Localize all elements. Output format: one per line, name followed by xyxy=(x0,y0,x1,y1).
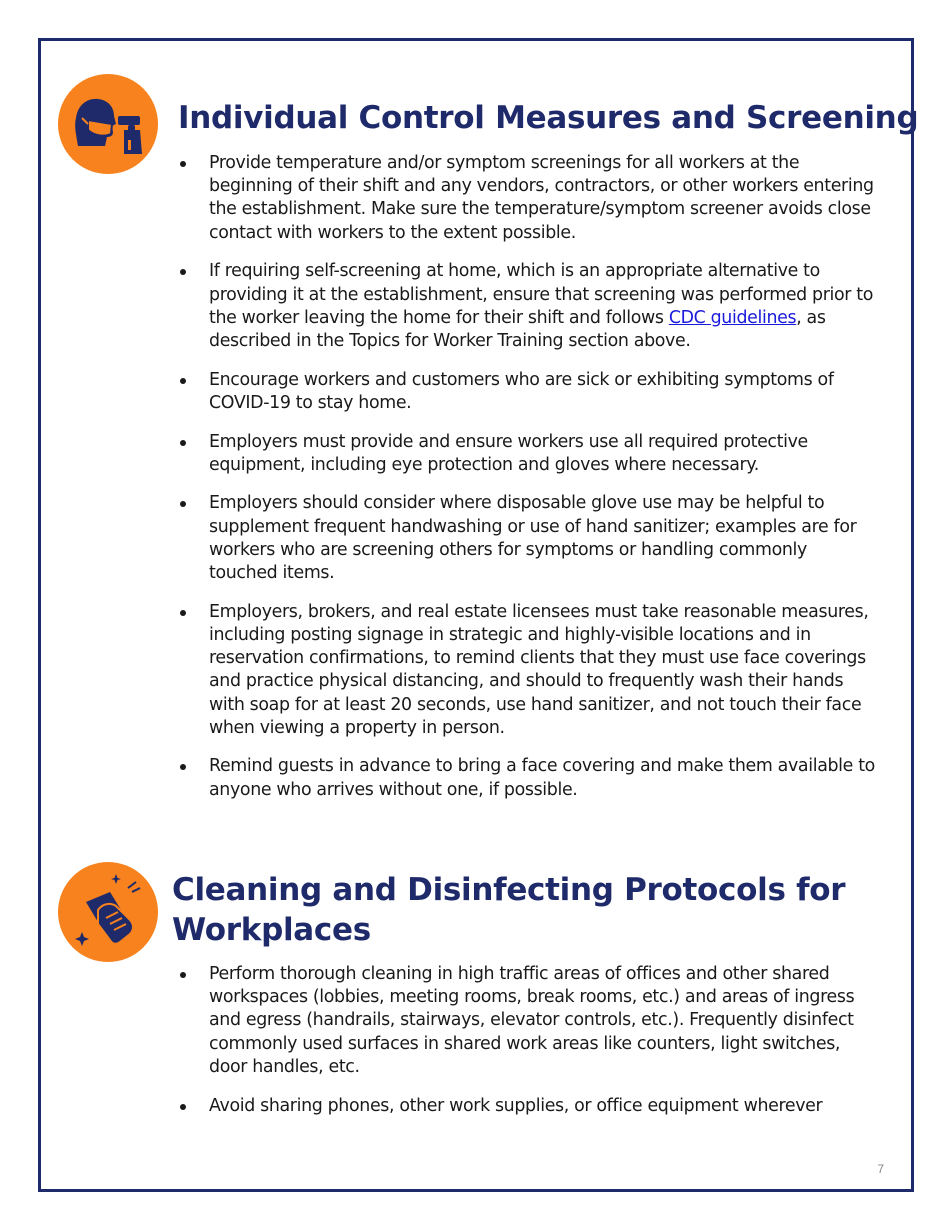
list-item: Employers, brokers, and real estate licensees must take reasonable measures, including posting signage in strategic and highly-visible locations and in reservation confirmations, to remind clients that they must use face coverings and practice physical distancing, and should to frequently wash their hands with soap for at least 20 seconds, use hand sanitizer, and not touch their face when viewing a property in person. xyxy=(178,601,878,740)
cleaning-hand-icon xyxy=(58,862,158,962)
section-title xyxy=(172,870,845,950)
list-item: Provide temperature and/or symptom screenings for all workers at the beginning of their shift and any vendors, contractors, or other workers entering the establishment. Make sure the temperature/symptom screener avoids close contact with workers to the extent possible. xyxy=(178,152,878,245)
list-item xyxy=(178,260,878,353)
list-item: Employers must provide and ensure workers use all required protective equipment, including eye protection and gloves where necessary. xyxy=(178,431,878,477)
section-title: Individual Control Measures and Screening xyxy=(178,100,919,136)
list-item-text: , as described in the Topics for Worker Training section above. xyxy=(209,307,826,351)
list-item: Employers should consider where disposable glove use may be helpful to supplement frequent handwashing or use of hand sanitizer; examples are for workers who are screening others for symptoms or handling commonly touched items. xyxy=(178,492,878,585)
list-item-text: If requiring self-screening at home, which is an appropriate alternative to providing it at the establishment, ensure that screening was performed prior to the worker leaving the home for their shift and follows xyxy=(209,261,874,328)
page-number: 7 xyxy=(877,1162,884,1176)
bullet-list xyxy=(178,963,878,1133)
list-item: Perform thorough cleaning in high traffic areas of offices and other shared workspaces (lobbies, meeting rooms, break rooms, etc.) and areas of ingress and egress (handrails, stairways, elevator controls, etc.). Frequently disinfect commonly used surfaces in shared work areas like counters, light switches, door handles, etc. xyxy=(178,963,878,1079)
list-item: Avoid sharing phones, other work supplies, or office equipment wherever xyxy=(178,1095,878,1118)
temperature-screening-icon xyxy=(58,74,158,174)
cdc-guidelines-link[interactable]: CDC guidelines xyxy=(668,307,797,328)
section-title-line: Workplaces xyxy=(172,912,371,948)
section-title-line: Cleaning and Disinfecting Protocols for xyxy=(172,872,846,908)
list-item: Encourage workers and customers who are sick or exhibiting symptoms of COVID-19 to stay home. xyxy=(178,369,878,415)
bullet-list xyxy=(178,152,878,817)
list-item: Remind guests in advance to bring a face covering and make them available to anyone who arrives without one, if possible. xyxy=(178,755,878,801)
